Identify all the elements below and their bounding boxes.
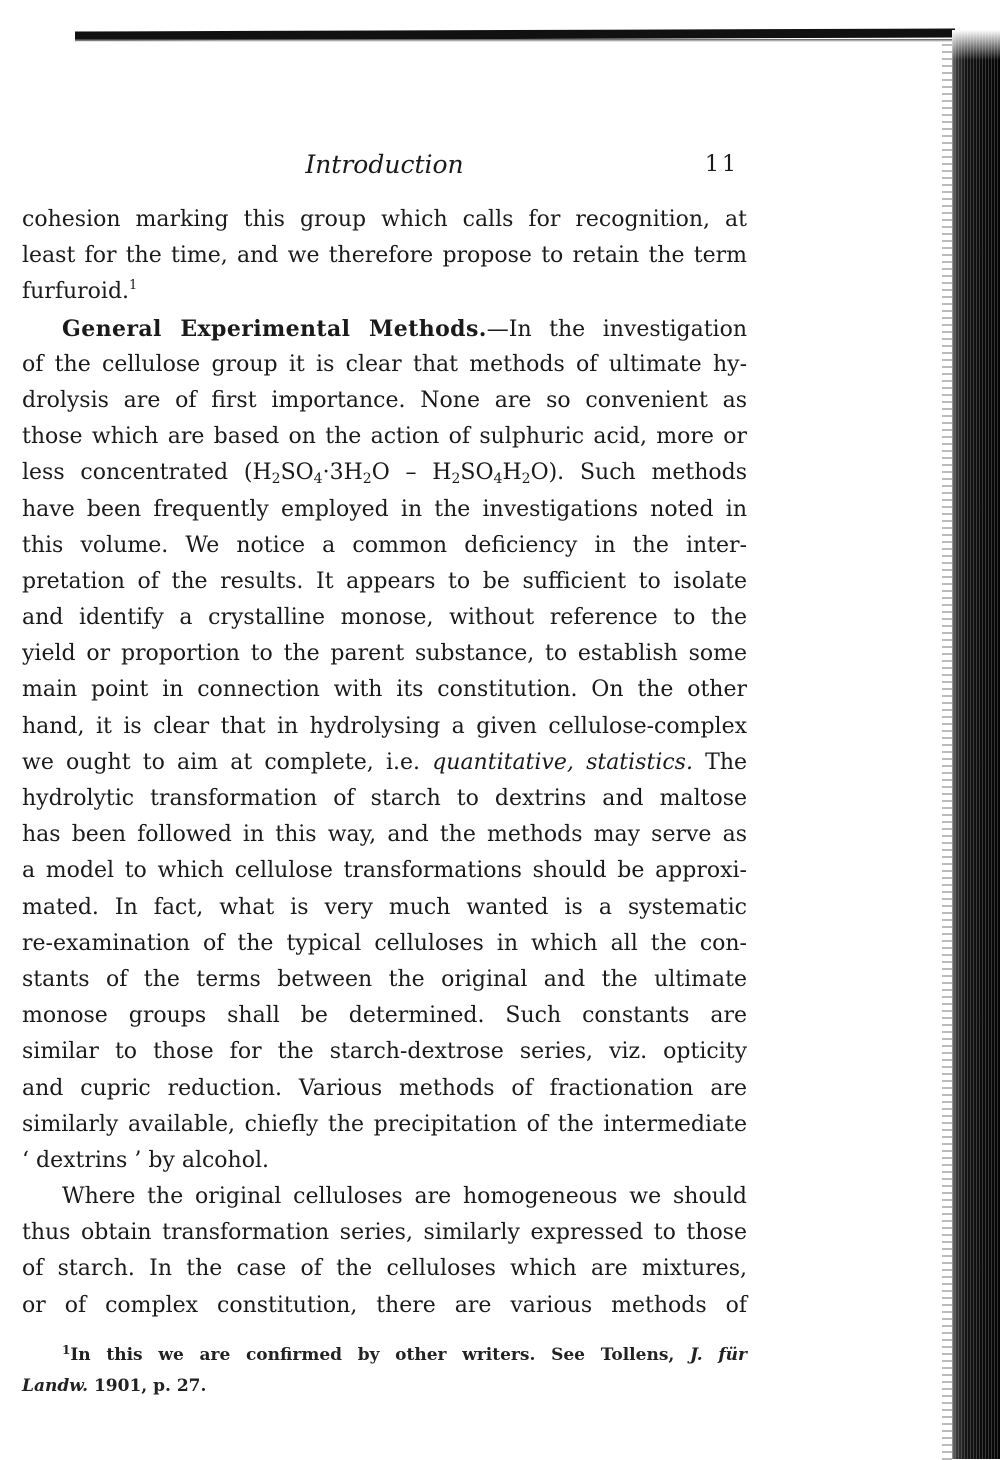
text-run: 1901, p. 27. [88,1376,207,1396]
text-run: less concentrated (H [22,460,272,486]
subscript: 2 [271,471,281,488]
text-line: thus obtain transformation series, similarly expressed to those [22,1220,747,1246]
text-run: The [692,749,748,775]
text-line: least for the time, and we therefore propose to retain the term [22,243,747,269]
text-run: O). Such methods [530,460,747,486]
text-line: hand, it is clear that in hydrolysing a given cellulose-complex [22,713,747,739]
text-line: mated. In fact, what is very much wanted is a systematic [22,894,747,920]
chemical-formula-line [22,455,747,491]
text-run: H [502,460,522,486]
text-line: this volume. We notice a common deficiency in the inter- [22,532,747,558]
subscript: 4 [493,471,503,488]
text-line: and cupric reduction. Various methods of fractionation are [22,1075,747,1101]
text-line: main point in connection with its constitution. On the other [22,677,747,703]
text-line: hydrolytic transformation of starch to dextrins and maltose [22,786,747,811]
text-line: pretation of the results. It appears to be sufficient to isolate [22,568,747,594]
text-line: stants of the terms between the original and the ultimate [22,966,747,992]
text-line [22,274,747,310]
text-line: or of complex constitution, there are various methods of [22,1292,747,1318]
text-run: In this we are confirmed by other writers. See Tollens, [70,1345,691,1365]
section-run-in-heading: General Experimental Methods. [62,315,487,342]
text-run: O – H [371,460,452,486]
text-line: those which are based on the action of sulphuric acid, more or [22,424,747,450]
running-head [22,146,747,186]
italic-citation: Landw. [22,1376,89,1396]
text-run: SO [460,460,494,486]
text-line: have been frequently employed in the investigations noted in [22,496,747,522]
subscript: 2 [362,471,372,488]
paragraph-continuation [22,202,747,311]
scan-book-edge [952,30,1000,1459]
text-line [22,311,747,347]
subscript: 4 [313,471,323,488]
footnote [22,1340,747,1402]
footnote-line [22,1371,747,1402]
footnote-reference[interactable]: 1 [129,278,138,294]
text-line: monose groups shall be determined. Such constants are [22,1003,747,1029]
footnote-marker: 1 [62,1343,71,1357]
subscript: 2 [451,471,461,488]
paragraph-experimental-methods [22,311,747,1180]
text-line: similarly available, chiefly the precipitation of the intermediate [22,1111,747,1137]
page-number: 11 [705,152,739,177]
text-line: of starch. In the case of the celluloses which are mixtures, [22,1256,747,1282]
text-line: ‘ dextrins ’ by alcohol. [22,1147,269,1173]
text-line [22,745,747,781]
text-run: ·3H [322,460,363,486]
text-run: furfuroid. [22,279,130,305]
italic-citation: J. für [690,1345,747,1365]
text-run: —In the investigation [486,316,748,342]
scan-top-rule-shadow [75,39,955,42]
text-line: drolysis are of first importance. None are so convenient as [22,387,747,413]
body-text [22,202,747,1324]
text-run: SO [280,460,314,486]
text-line: cohesion marking this group which calls for recognition, at [22,207,747,232]
text-line: and identify a crystalline monose, without reference to the [22,605,747,631]
text-line: similar to those for the starch-dextrose series, viz. opticity [22,1039,747,1065]
text-line: re-examination of the typical celluloses in which all the con- [22,930,747,956]
text-line: yield or proportion to the parent substance, to establish some [22,641,747,667]
text-line: has been followed in this way, and the methods may serve as [22,822,747,848]
text-line: Where the original celluloses are homogeneous we should [62,1184,747,1210]
subscript: 2 [521,471,531,488]
text-line: of the cellulose group it is clear that methods of ultimate hy- [22,351,747,377]
text-run: we ought to aim at complete, i.e. [22,749,433,775]
footnote-line [22,1340,747,1371]
paragraph-celluloses [22,1179,747,1324]
italic-emphasis: quantitative, statistics. [432,749,693,775]
running-title: Introduction [305,150,464,179]
text-line: a model to which cellulose transformations should be approxi- [22,858,747,884]
